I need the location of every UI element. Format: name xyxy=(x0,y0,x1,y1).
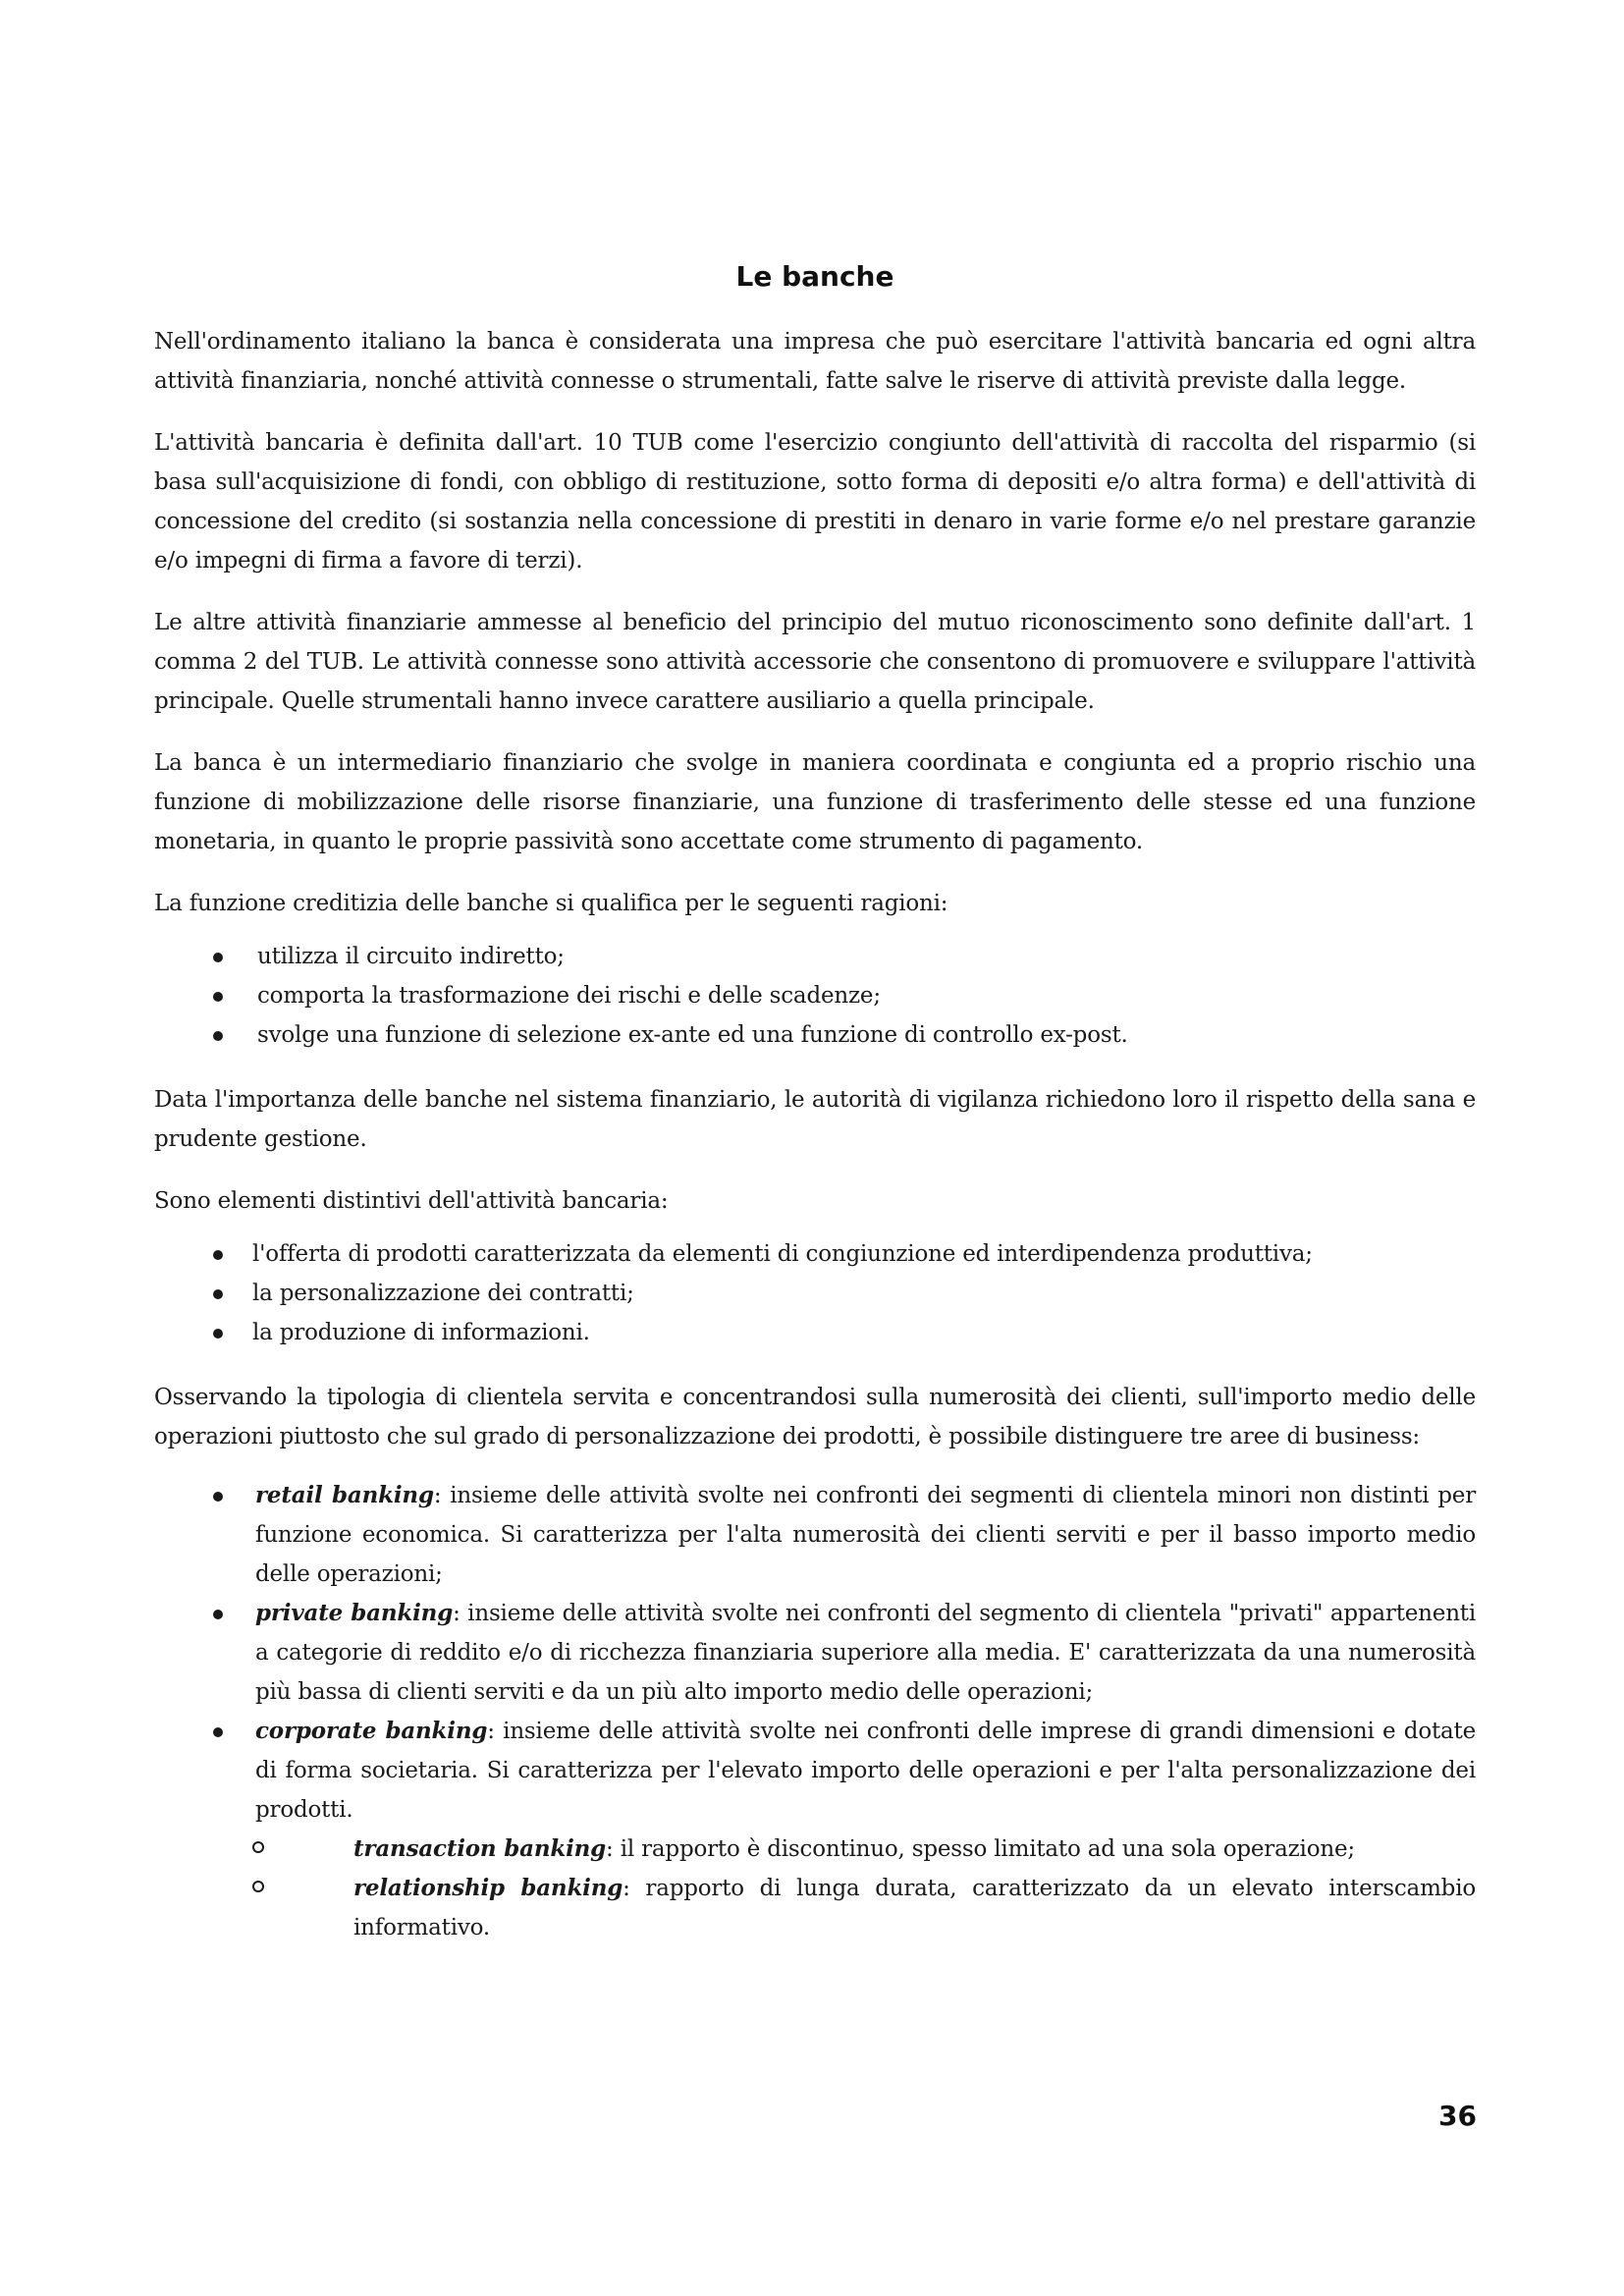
list-item xyxy=(154,1015,1476,1055)
bullet-icon xyxy=(213,1250,223,1260)
sub-list-item-transaction xyxy=(252,1830,1476,1869)
bullet-icon xyxy=(213,1727,223,1737)
paragraph-1: Nell'ordinamento italiano la banca è considerata una impresa che può esercitare l'attività bancaria ed ogni altra attività finanziaria, nonché attività connesse o strumentali, fatte salve le riserve di attività previste dalla legge. xyxy=(154,329,1476,394)
bullet-icon xyxy=(213,1329,223,1339)
distinctive-elements-list xyxy=(154,1234,1476,1352)
page-number: 36 xyxy=(1438,2100,1477,2132)
term-label: private banking xyxy=(255,1600,454,1626)
circle-bullet-icon xyxy=(252,1841,264,1853)
list-item xyxy=(154,1313,1476,1352)
paragraph-7: Sono elementi distintivi dell'attività bancaria: xyxy=(154,1188,669,1214)
term-description: : insieme delle attività svolte nei confronti del segmento di clientela "privati" appartenenti a categorie di reddito e/o di ricchezza finanziaria superiore alla media. E' caratterizzata da una numerosità più bassa di clienti serviti e da un più alto importo medio delle operazioni; xyxy=(255,1601,1477,1705)
list-item-private xyxy=(154,1594,1476,1712)
credit-function-list xyxy=(154,937,1476,1055)
list-item-text: svolge una funzione di selezione ex-ante ed una funzione di controllo ex-post. xyxy=(257,1022,1128,1048)
paragraph-8: Osservando la tipologia di clientela servita e concentrandosi sulla numerosità dei clienti, sull'importo medio delle operazioni piuttosto che sul grado di personalizzazione dei prodotti, è possibile distinguere tre aree di business: xyxy=(154,1385,1476,1449)
list-item-text: la produzione di informazioni. xyxy=(252,1320,590,1345)
paragraph-4: La banca è un intermediario finanziario che svolge in maniera coordinata e congiunta ed a proprio rischio una funzione di mobilizzazione delle risorse finanziarie, una funzione di trasferimento delle stesse ed una funzione monetaria, in quanto le proprie passività sono accettate come strumento di pagamento. xyxy=(154,750,1476,854)
paragraph-3: Le altre attività finanziarie ammesse al beneficio del principio del mutuo riconoscimento sono definite dall'art. 1 comma 2 del TUB. Le attività connesse sono attività accessorie che consentono di promuovere e sviluppare l'attività principale. Quelle strumentali hanno invece carattere ausiliario a quella principale. xyxy=(154,610,1476,714)
bullet-icon xyxy=(213,1031,223,1041)
list-item xyxy=(154,976,1476,1015)
list-item-text: utilizza il circuito indiretto; xyxy=(257,944,565,969)
bullet-icon xyxy=(213,992,223,1002)
list-item xyxy=(154,1274,1476,1313)
list-item xyxy=(154,1234,1476,1274)
list-item-corporate xyxy=(154,1712,1476,1947)
document-page xyxy=(154,257,1476,1973)
list-item-text: l'offerta di prodotti caratterizzata da elementi di congiunzione ed interdipendenza produttiva; xyxy=(252,1241,1313,1267)
term-description: : il rapporto è discontinuo, spesso limitato ad una sola operazione; xyxy=(606,1836,1355,1862)
page-title: Le banche xyxy=(735,260,894,293)
paragraph-2: L'attività bancaria è definita dall'art. 10 TUB come l'esercizio congiunto dell'attività di raccolta del risparmio (si basa sull'acquisizione di fondi, con obbligo di restituzione, sotto forma di depositi e/o altra forma) e dell'attività di concessione del credito (si sostanzia nella concessione di prestiti in denaro in varie forme e/o nel prestare garanzie e/o impegni di firma a favore di terzi). xyxy=(154,430,1476,574)
term-label: transaction banking xyxy=(353,1835,607,1862)
bullet-icon xyxy=(213,1492,223,1502)
term-label: corporate banking xyxy=(255,1718,488,1744)
business-areas-list xyxy=(154,1476,1476,1947)
term-description: : rapporto di lunga durata, caratterizzato da un elevato interscambio informativo. xyxy=(353,1876,1477,1941)
list-item-retail xyxy=(154,1476,1476,1594)
paragraph-5: La funzione creditizia delle banche si qualifica per le seguenti ragioni: xyxy=(154,891,948,916)
list-item xyxy=(154,937,1476,976)
term-label: relationship banking xyxy=(353,1875,623,1901)
circle-bullet-icon xyxy=(252,1881,264,1892)
paragraph-6: Data l'importanza delle banche nel sistema finanziario, le autorità di vigilanza richiedono loro il rispetto della sana e prudente gestione. xyxy=(154,1087,1476,1152)
sub-list-item-relationship xyxy=(252,1869,1476,1947)
term-label: retail banking xyxy=(255,1482,434,1508)
term-description: : insieme delle attività svolte nei confronti dei segmenti di clientela minori non distinti per funzione economica. Si caratterizza per l'alta numerosità dei clienti serviti e per il basso importo medio delle operazioni; xyxy=(255,1483,1476,1587)
bullet-icon xyxy=(213,953,223,962)
bullet-icon xyxy=(213,1610,223,1619)
list-item-text: la personalizzazione dei contratti; xyxy=(252,1281,634,1306)
bullet-icon xyxy=(213,1289,223,1299)
corporate-sublist xyxy=(154,1830,1476,1947)
term-description: : insieme delle attività svolte nei confronti delle imprese di grandi dimensioni e dotate di forma societaria. Si caratterizza per l'elevato importo delle operazioni e per l'alta personalizzazione dei prodotti. xyxy=(255,1719,1476,1823)
list-item-text: comporta la trasformazione dei rischi e delle scadenze; xyxy=(257,983,881,1009)
